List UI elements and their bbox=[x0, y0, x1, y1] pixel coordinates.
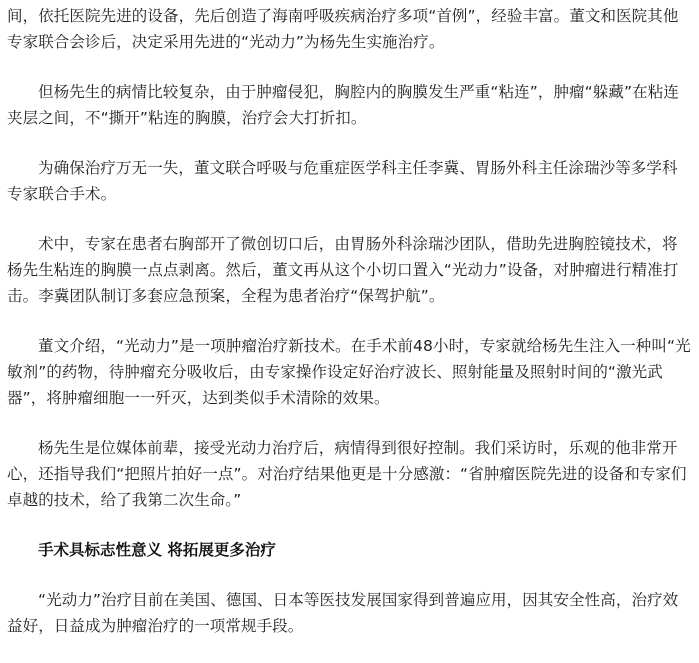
article-body bbox=[7, 0, 693, 663]
paragraph-5: 董文介绍，“光动力”是一项肿瘤治疗新技术。在手术前48小时，专家就给杨先生注入一种叫“光敏剂”的药物，待肿瘤充分吸收后，由专家操作设定好治疗波长、照射能量及照射时间的“激光武器”，将肿瘤细胞一一歼灭，达到类似手术清除的效果。 bbox=[7, 337, 691, 407]
section-subheading: 手术具标志性意义 将拓展更多治疗 bbox=[38, 541, 276, 559]
paragraph-3: 为确保治疗万无一失，董文联合呼吸与危重症医学科主任李冀、胃肠外科主任涂瑞沙等多学科专家联合手术。 bbox=[7, 159, 678, 203]
paragraph-1: 间，依托医院先进的设备，先后创造了海南呼吸疾病治疗多项“首例”，经验丰富。董文和医院其他专家联合会诊后，决定采用先进的“光动力”为杨先生实施治疗。 bbox=[7, 7, 679, 51]
paragraph-7: “光动力”治疗目前在美国、德国、日本等医技发展国家得到普遍应用，因其安全性高，治疗效益好，日益成为肿瘤治疗的一项常规手段。 bbox=[7, 591, 679, 635]
paragraph-4: 术中，专家在患者右胸部开了微创切口后，由胃肠外科涂瑞沙团队，借助先进胸腔镜技术，将杨先生粘连的胸膜一点点剥离。然后，董文再从这个小切口置入“光动力”设备，对肿瘤进行精准打击。李冀团队制订多套应急预案，全程为患者治疗“保驾护航”。 bbox=[7, 235, 679, 305]
paragraph-2: 但杨先生的病情比较复杂，由于肿瘤侵犯，胸腔内的胸膜发生严重“粘连”，肿瘤“躲藏”在粘连夹层之间，不“撕开”粘连的胸膜，治疗会大打折扣。 bbox=[7, 83, 679, 127]
paragraph-6: 杨先生是位媒体前辈，接受光动力治疗后，病情得到很好控制。我们采访时，乐观的他非常开心，还指导我们“把照片拍好一点”。对治疗结果他更是十分感激：“省肿瘤医院先进的设备和专家们卓越的技术，给了我第二次生命。” bbox=[7, 439, 687, 509]
